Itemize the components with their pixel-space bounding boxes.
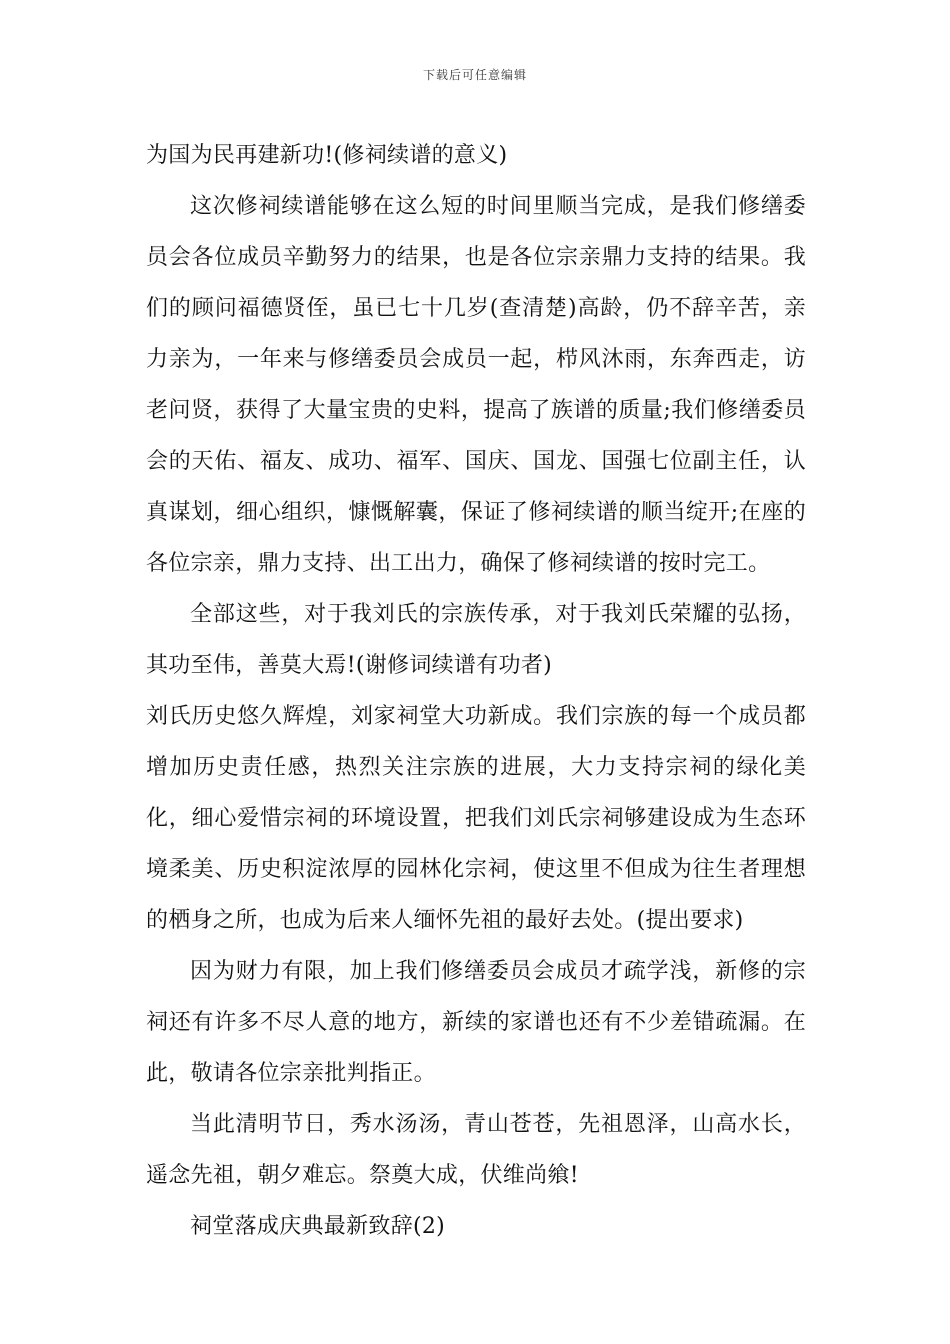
page-header: 下载后可任意编辑 — [422, 68, 527, 82]
paragraph: 这次修祠续谱能够在这么短的时间里顺当完成，是我们修缮委员会各位成员辛勤努力的结果，也是各位宗亲鼎力支持的结果。我们的顾问福德贤侄，虽已七十几岁(查清楚)高龄，仍不辞辛苦，亲力亲为，一年来与修缮委员会成员一起，栉风沐雨，东奔西走，访老问贤，获得了大量宝贵的史料，提高了族谱的质量;我们修缮委员会的天佑、福友、成功、福军、国庆、国龙、国强七位副主任，认真谋划，细心组织，慷慨解囊，保证了修祠续谱的顺当绽开;在座的各位宗亲，鼎力支持、出工出力，确保了修祠续谱的按时完工。 — [146, 194, 806, 576]
document-body — [146, 130, 806, 1252]
paragraph: 全部这些，对于我刘氏的宗族传承，对于我刘氏荣耀的弘扬，其功至伟，善莫大焉!(谢修词续谱有功者) — [146, 602, 806, 678]
paragraph: 因为财力有限，加上我们修缮委员会成员才疏学浅，新修的宗祠还有许多不尽人意的地方，新续的家谱也还有不少差错疏漏。在此，敬请各位宗亲批判指正。 — [146, 959, 806, 1086]
paragraph: 当此清明节日，秀水汤汤，青山苍苍，先祖恩泽，山高水长，遥念先祖，朝夕难忘。祭奠大成，伏维尚飨! — [146, 1112, 806, 1188]
paragraph: 为国为民再建新功!(修祠续谱的意义) — [146, 143, 508, 168]
section-heading: 祠堂落成庆典最新致辞(2) — [190, 1214, 446, 1239]
paragraph: 刘氏历史悠久辉煌，刘家祠堂大功新成。我们宗族的每一个成员都增加历史责任感，热烈关注宗族的进展，大力支持宗祠的绿化美化，细心爱惜宗祠的环境设置，把我们刘氏宗祠够建设成为生态环境柔美、历史积淀浓厚的园林化宗祠，使这里不但成为往生者理想的栖身之所，也成为后来人缅怀先祖的最好去处。(提出要求) — [146, 704, 806, 933]
